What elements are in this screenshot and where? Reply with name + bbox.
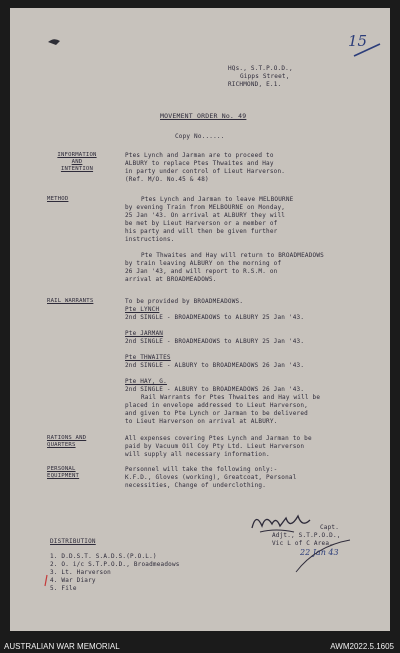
text-line: by train leaving ALBURY on the morning of [125, 260, 282, 267]
hq-address [228, 65, 378, 89]
warrant-line: 2nd SINGLE - BROADMEADOWS to ALBURY 25 Jan '43. [125, 314, 305, 321]
ink-mark [46, 36, 64, 48]
footer-institution: AUSTRALIAN WAR MEMORIAL [4, 642, 120, 651]
label-line: INTENTION [60, 166, 94, 172]
archive-footer [0, 631, 400, 653]
distribution-item: 2. O. i/c S.T.P.O.D., Broadmeadows [50, 561, 180, 568]
text-line: instructions. [125, 236, 175, 243]
pen-stroke [294, 536, 354, 576]
text-line: his party and will then be given further [125, 228, 278, 235]
text-line: necessities, Change of underclothing. [125, 482, 267, 489]
section-text-information [125, 152, 365, 184]
distribution-label: DISTRIBUTION [50, 538, 96, 545]
red-tick-mark [42, 574, 50, 588]
text-line: in party under control of Lieut Harverson. [125, 168, 286, 175]
text-line: to Lieut Harverson on arrival at ALBURY. [125, 418, 278, 425]
text-line: 25 Jan '43. On arrival at ALBURY they will [125, 212, 286, 219]
warrant-line: 2nd SINGLE - ALBURY to BROADMEADOWS 26 Jan '43. [125, 386, 305, 393]
text-line: All expenses covering Ptes Lynch and Jarman to be [125, 435, 312, 442]
text-line: K.F.D., Gloves (working), Greatcoat, Personal [125, 474, 297, 481]
text-line: Ptes Lynch and Jarman are to proceed to [125, 152, 274, 159]
copy-number: Copy No...... [175, 133, 225, 140]
text-line: will supply all necessary information. [125, 451, 270, 458]
text-line: placed in envelope addressed to Lieut Harverson, [125, 402, 308, 409]
label-line: PERSONAL [47, 466, 76, 472]
handwritten-page-number: 15 [348, 32, 368, 50]
label-line: QUARTERS [47, 442, 76, 448]
section-label-information [47, 152, 107, 173]
text-line: To be provided by BROADMEADOWS. [125, 298, 244, 305]
signature-appointment: Adjt., S.T.P.O.D., [272, 532, 341, 539]
section-text-rail [125, 298, 365, 426]
section-text-equipment [125, 466, 365, 490]
text-line: and given to Pte Lynch or Jarman to be delivered [125, 410, 308, 417]
section-label-rations [47, 435, 117, 449]
label-line: INFORMATION [57, 152, 97, 158]
document-sheet [10, 8, 390, 631]
text-line: (Ref. M/O. No.45 & 48) [125, 176, 209, 183]
section-text-method [125, 196, 365, 284]
warrant-name: Pte THWAITES [125, 354, 171, 361]
text-line: paid by Vacuum Oil Coy Pty Ltd. Lieut Harverson [125, 443, 305, 450]
distribution-item: 1. D.D.S.T. S.A.D.S.(P.O.L.) [50, 553, 157, 560]
address-line: HQs., S.T.P.O.D., [228, 65, 293, 72]
document-title: MOVEMENT ORDER No. 49 [160, 112, 247, 120]
distribution-item: 4. War Diary [50, 577, 96, 584]
text-line: 26 Jan '43, and will report to R.S.M. on [125, 268, 278, 275]
warrant-name: Pte LYNCH [125, 306, 160, 313]
warrant-line: 2nd SINGLE - BROADMEADOWS to ALBURY 25 Jan '43. [125, 338, 305, 345]
label-line: AND [71, 159, 83, 165]
text-line: Rail Warrants for Ptes Thwaites and Hay will be [141, 394, 321, 401]
address-line: Gipps Street, [240, 73, 290, 80]
distribution-item: 3. Lt. Harverson [50, 569, 111, 576]
signature-unit: Vic L of C Area, [272, 540, 333, 547]
text-line: ALBURY to replace Ptes Thwaites and Hay [125, 160, 274, 167]
section-label-equipment [47, 466, 117, 480]
address-line: RICHMOND, E.1. [228, 81, 282, 88]
footer-accession-number: AWM2022.5.1605 [330, 642, 394, 651]
label-line: EQUIPMENT [47, 473, 80, 479]
warrant-name: Pte JARMAN [125, 330, 164, 337]
section-text-rations [125, 435, 365, 459]
text-line: by evening Train from MELBOURNE on Monday, [125, 204, 286, 211]
warrant-name: Pte HAY, G. [125, 378, 167, 385]
warrant-line: 2nd SINGLE - ALBURY to BROADMEADOWS 26 Jan '43. [125, 362, 305, 369]
section-label-method: METHOD [47, 196, 69, 202]
text-line: Personnel will take the following only:- [125, 466, 278, 473]
pen-stroke [352, 42, 382, 58]
distribution-list [50, 553, 250, 593]
text-line: Pte Thwaites and Hay will return to BROADMEADOWS [141, 252, 324, 259]
signature-rank: Capt. [320, 524, 340, 531]
label-line: RATIONS AND [47, 435, 87, 441]
section-label-rail: RAIL WARRANTS [47, 298, 94, 304]
distribution-item: 5. File [50, 585, 77, 592]
text-line: arrival at BROADMEADOWS. [125, 276, 217, 283]
text-line: be met by Lieut Harverson or a member of [125, 220, 278, 227]
handwritten-date: 22 Jan 43 [300, 548, 339, 557]
text-line: Ptes Lynch and Jarman to leave MELBOURNE [141, 196, 294, 203]
